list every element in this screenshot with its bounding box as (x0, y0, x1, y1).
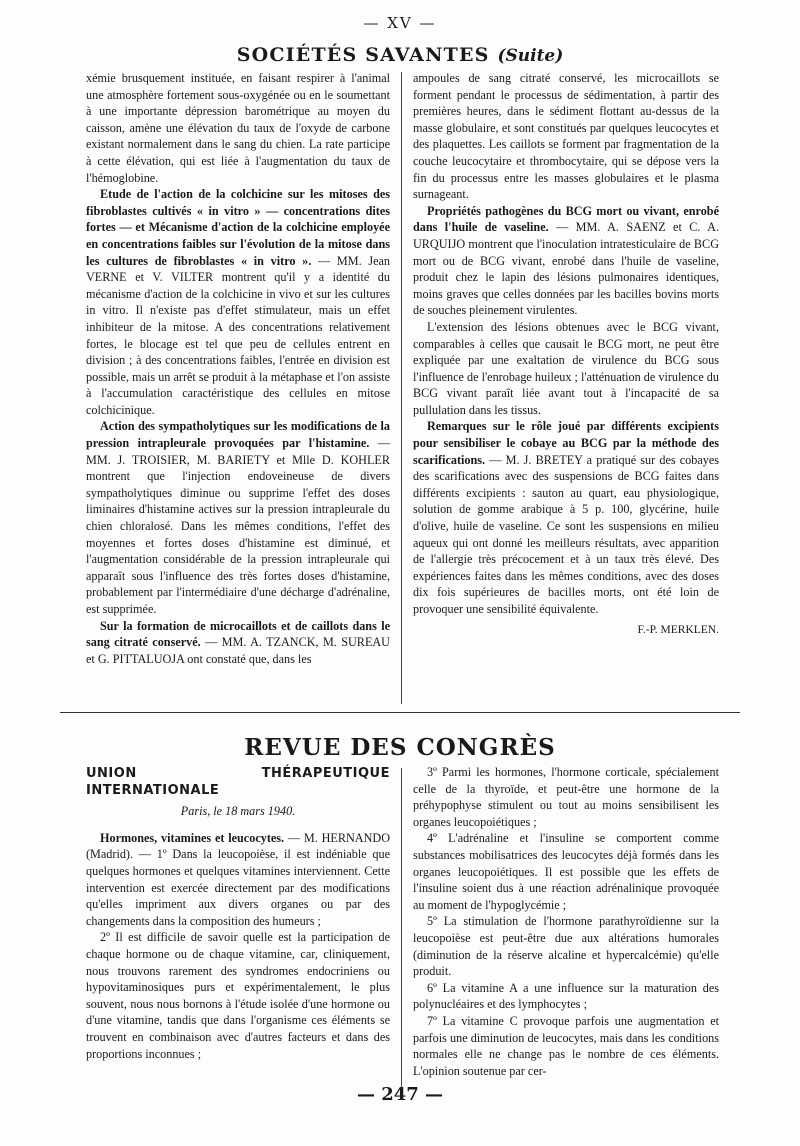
section-header (0, 44, 800, 66)
paragraph: xémie brusquement instituée, en faisant respirer à l'animal une atmosphère fortement sous-oxygénée ou en le soumettant à une importante dépression barométrique au moyen du caisson, amène une élévation du taux de l'oxyde de carbone existant normalement dans le sang du chien. La rate participe à cette élévation, qui est liée à l'augmentation du taux de l'hémoglobine. (86, 71, 390, 185)
article-title: Remarques sur le rôle joué par différents excipients pour sensibiliser le cobaye au BCG par la méthode des scarifications. (413, 419, 719, 467)
article (86, 186, 390, 418)
article-body: — MM. Jean VERNE et V. VILTER montrent qu'il y a identité du mécanisme d'action de la colchicine in vivo et sur les cultures in vitro. Il n'existe pas d'effet stimulateur, mais un effet inhibiteur de la mitose. A des concentrations relativement fortes, le blocage est tel que peu de cellules entrent en division ; à des concentrations faibles, l'entrée en division est possible, mais un arrêt se produit à la métaphase et l'on assiste à l'accumulation caractéristique des cellules en mitose colchicinique. (86, 253, 390, 417)
article-body: — M. J. BRETEY a pratiqué sur des cobayes des scarifications avec des suspensions de BCG faites dans différents excipients : sauton au quart, eau physiologique, solution de gomme arabique à 5 p. 100, glycérine, huile d'olive, huile de vaseline. Ce sont les suspensions en milieu aqueux qui ont donné les meilleurs résultats, avec apparition de l'allergie très précocement et à un taux très élevé. Des expériences faites dans les mêmes conditions, avec des doses dix fois supérieures de bacilles morts, ont été loin de provoquer une sensibilité équivalente. (413, 452, 719, 616)
column-2 (413, 70, 719, 638)
article-title: Hormones, vitamines et leucocytes. (100, 830, 285, 845)
paragraph: 4º L'adrénaline et l'insuline se comportent comme substances mobilisatrices des leucocytes déjà formés dans les organes leucopoiétiques. Il est possible que les effets de l'insuline soient dus à une réaction adrénalinique provoquée au moment de l'hypoglycémie ; (413, 831, 719, 912)
section-divider (60, 712, 740, 713)
page-number: — 247 — (356, 1084, 444, 1105)
paragraph: 2º Il est difficile de savoir quelle est la participation de chaque hormone ou de chaque vitamine, car, cliniquement, nous trouvons rarement des syndromes endocriniens ou hypovitaminosiques purs et expérimentalement, le plus souvent, nous nous bornons à l'étude isolée d'une hormone ou d'une vitamine, tandis que dans l'organisme ces éléments se trouvent en combinaison avec d'autres facteurs et dans des proportions inconnues ; (86, 930, 390, 1061)
signature: F.-P. MERKLEN. (637, 623, 719, 636)
article-title: Propriétés pathogènes du BCG mort ou vivant, enrobé dans l'huile de vaseline. (413, 203, 719, 235)
column-divider (401, 72, 402, 704)
column-3 (86, 766, 390, 1062)
header-title: SOCIÉTÉS SAVANTES (236, 44, 490, 66)
article (413, 418, 719, 617)
article-body: — MM. J. TROISIER, M. BARIETY et Mlle D. KOHLER montrent que l'injection endoveineuse de divers sympatholytiques diminue ou supprime l'effet des doses liminaires d'histamine actives sur la pression intrapleurale du chien chloralosé. Dans les mêmes conditions, l'effet des moyennes et fortes doses d'histamine est diminué, et l'augmentation considérable de la pression intrapleurale qui apparaît sous l'influence des très fortes doses d'histamine, probablement par l'intermédiaire d'une décharge d'adrénaline, est supprimée. (86, 436, 391, 616)
roman-page-number: — XV — (363, 14, 437, 32)
congres-title: REVUE DES CONGRÈS (244, 734, 556, 761)
article (86, 618, 390, 668)
article-title: Etude de l'action de la colchicine sur les mitoses des fibroblastes cultivés « in vitro » — concentrations dites fortes — et Mécanisme d'action de la colchicine employée en concentrations faibles sur l'évolution de la mitose dans les cultures de fibroblastes « in vitro ». (86, 187, 390, 268)
article-title: Action des sympatholytiques sur les modifications de la pression intrapleurale provoquées par l'histamine. (86, 419, 390, 451)
header-suffix: (Suite) (497, 46, 564, 66)
article-body: — MM. A. TZANCK, M. SUREAU et G. PITTALUOJA ont constaté que, dans les (86, 635, 390, 666)
paragraph: 3º Parmi les hormones, l'hormone corticale, spécialement celle de la thyroïde, et peut-être une hormone de la préhypophyse stimulent ou tout au moins sensibilisent les organes leucopoiétiques ; (413, 765, 719, 829)
paragraph: 7º La vitamine C provoque parfois une augmentation et parfois une diminution de leucocytes, mais dans les conditions normales elle ne change pas le nombre de ces éléments. L'opinion soutenue par cer- (413, 1013, 719, 1078)
congress-place-date: Paris, le 18 mars 1940. (180, 804, 296, 819)
paragraph: L'extension des lésions obtenues avec le BCG vivant, comparables à celles que causait le BCG mort, ne peut être expliquée par une exaltation de virulence du BCG sous l'influence de l'enrobage huileux ; l'atténuation de virulence du BCG vivant paraît liée avant tout à l'incapacité de sa pullulation dans les tissus. (413, 319, 719, 417)
column-divider (401, 768, 402, 1094)
article-body: — MM. A. SAENZ et C. A. URQUIJO montrent que l'inoculation intratesticulaire de BCG mort ou de BCG vivant, enrobé dans l'huile de vaseline, produit chez le lapin des lésions pulmonaires identiques, moins graves que celles données par les bacilles bovins morts de souches pleinement virulentes. (413, 220, 719, 318)
paragraph: ampoules de sang citraté conservé, les microcaillots se forment pendant le processus de sédimentation, à partir des premières heures, dans le sédiment flottant au-dessus de la masse globulaire, et sont constitués par quelques leucocytes et des plaquettes. Les caillots se forment par fragmentation de la couche leucocytaire et thrombocytaire, qui se dépose vers la fin du processus entre les masses globulaires et le plasma surnageant. (413, 71, 719, 202)
column-1 (86, 70, 390, 667)
article-body: — M. HERNANDO (Madrid). — 1º Dans la leucopoièse, il est indéniable que quelques hormones et quelques vitamines interviennent. Cette intervention est exercée directement par des modifications qu'elles impriment aux divers organes ou par des changements dans la composition des humeurs ; (86, 830, 390, 928)
article (86, 418, 390, 617)
congress-name: UNION THÉRAPEUTIQUE INTERNATIONALE (86, 766, 390, 798)
column-4 (413, 764, 719, 1079)
paragraph: 5º La stimulation de l'hormone parathyroïdienne sur la leucopoièse est peut-être due aux altérations humorales (diminution de la réserve alcaline et hypercalcémie) qu'elle produit. (413, 914, 719, 979)
article (413, 203, 719, 319)
paragraph: 6º La vitamine A a une influence sur la maturation des polynucléaires et des lymphocytes ; (413, 980, 719, 1012)
article (86, 830, 390, 930)
article-title: Sur la formation de microcaillots et de caillots dans le sang citraté conservé. (86, 618, 390, 650)
